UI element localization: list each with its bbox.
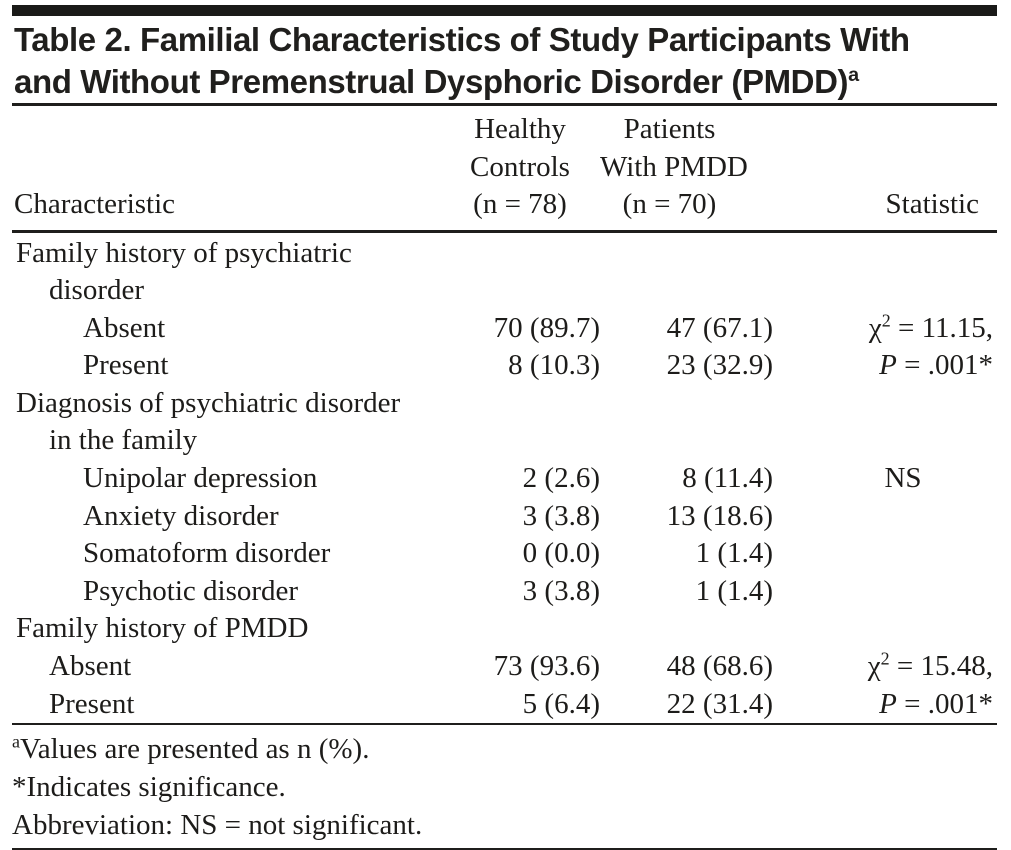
row-label: Family history of PMDD bbox=[16, 612, 309, 645]
healthy-controls-value bbox=[432, 385, 600, 423]
header-statistic: Statistic bbox=[885, 188, 979, 220]
table-row bbox=[12, 648, 997, 686]
top-rule-bar bbox=[12, 5, 997, 16]
pmdd-value: 13 (18.6) bbox=[666, 499, 773, 532]
healthy-controls-value: 3 (3.8) bbox=[522, 499, 600, 532]
table-row bbox=[12, 235, 997, 273]
footnote-line: Abbreviation: NS = not significant. bbox=[12, 809, 423, 842]
header-line: (n = 70) bbox=[622, 188, 717, 220]
header-line: With PMDD bbox=[600, 150, 748, 183]
pmdd-value: 8 (11.4) bbox=[682, 462, 773, 495]
header-patients-pmdd bbox=[600, 111, 773, 224]
footnotes bbox=[12, 725, 997, 848]
table-title-footnote-marker: a bbox=[848, 64, 859, 86]
statistic-value bbox=[773, 535, 997, 573]
statistic-value: P = .001* bbox=[879, 687, 993, 720]
row-label: Family history of psychiatric bbox=[16, 236, 352, 269]
statistic-value bbox=[773, 272, 997, 310]
statistic-value: NS bbox=[884, 462, 922, 495]
statistic-value bbox=[773, 573, 997, 611]
row-label: Anxiety disorder bbox=[83, 499, 279, 532]
header-characteristic: Characteristic bbox=[14, 188, 176, 220]
healthy-controls-value bbox=[432, 422, 600, 460]
row-label: Present bbox=[83, 349, 169, 382]
pmdd-value: 47 (67.1) bbox=[666, 311, 773, 344]
healthy-controls-value: 0 (0.0) bbox=[522, 537, 600, 570]
table-row bbox=[12, 610, 997, 648]
healthy-controls-value bbox=[432, 272, 600, 310]
header-line: Healthy bbox=[474, 113, 566, 145]
row-label: Somatoform disorder bbox=[83, 537, 331, 570]
row-label: disorder bbox=[49, 274, 145, 307]
table-row bbox=[12, 686, 997, 724]
table-row bbox=[12, 460, 997, 498]
pmdd-value: 48 (68.6) bbox=[666, 650, 773, 683]
row-label: Unipolar depression bbox=[83, 462, 318, 495]
row-label: Present bbox=[49, 687, 135, 720]
healthy-controls-value: 70 (89.7) bbox=[493, 311, 600, 344]
pmdd-value: 1 (1.4) bbox=[695, 537, 773, 570]
header-line: (n = 78) bbox=[473, 188, 567, 220]
healthy-controls-value bbox=[432, 235, 600, 273]
table-body bbox=[12, 233, 997, 724]
pmdd-value: 23 (32.9) bbox=[666, 349, 773, 382]
healthy-controls-value: 2 (2.6) bbox=[522, 462, 600, 495]
footnote-line: *Indicates significance. bbox=[12, 771, 286, 804]
header-healthy-controls bbox=[432, 111, 600, 224]
table-row bbox=[12, 573, 997, 611]
statistic-value bbox=[773, 498, 997, 536]
statistic-value bbox=[773, 610, 997, 648]
table-row bbox=[12, 347, 997, 385]
row-label: Absent bbox=[49, 650, 132, 683]
footnote-line: $^a$Values are presented as n (%). bbox=[12, 731, 370, 766]
row-label: Diagnosis of psychiatric disorder bbox=[16, 386, 401, 419]
table-title-line-1 bbox=[14, 19, 997, 61]
healthy-controls-value: 8 (10.3) bbox=[508, 349, 600, 382]
header-line: Controls bbox=[470, 150, 570, 183]
row-label: Absent bbox=[83, 311, 166, 344]
table-header-row bbox=[12, 106, 997, 230]
table-row bbox=[12, 272, 997, 310]
table-row bbox=[12, 498, 997, 536]
table-title-line-2 bbox=[14, 61, 997, 103]
table-title bbox=[14, 19, 997, 103]
header-line: Patients bbox=[623, 113, 716, 145]
row-label: in the family bbox=[49, 424, 198, 457]
table-row bbox=[12, 310, 997, 348]
pmdd-value bbox=[600, 235, 773, 273]
statistic-value: P = .001* bbox=[879, 349, 993, 382]
statistic-value bbox=[773, 422, 997, 460]
healthy-controls-value: 73 (93.6) bbox=[493, 650, 600, 683]
table-title-text-1: Table 2. Familial Characteristics of Study Participants With bbox=[14, 21, 910, 58]
statistic-value bbox=[773, 235, 997, 273]
pmdd-value: 22 (31.4) bbox=[666, 687, 773, 720]
statistic-value: $\chi^2 = 15.48$, bbox=[867, 648, 993, 683]
healthy-controls-value: 5 (6.4) bbox=[522, 687, 600, 720]
table-row bbox=[12, 385, 997, 423]
pmdd-value bbox=[600, 385, 773, 423]
pmdd-value bbox=[600, 610, 773, 648]
healthy-controls-value: 3 (3.8) bbox=[522, 574, 600, 607]
statistic-value bbox=[773, 385, 997, 423]
table-row bbox=[12, 422, 997, 460]
pmdd-value bbox=[600, 272, 773, 310]
row-label: Psychotic disorder bbox=[83, 574, 299, 607]
pmdd-value: 1 (1.4) bbox=[695, 574, 773, 607]
statistic-value: $\chi^2 = 11.15$, bbox=[868, 310, 993, 344]
table-title-text-2: and Without Premenstrual Dysphoric Disorder (PMDD) bbox=[14, 63, 849, 100]
table-row bbox=[12, 535, 997, 573]
healthy-controls-value bbox=[432, 610, 600, 648]
pmdd-value bbox=[600, 422, 773, 460]
